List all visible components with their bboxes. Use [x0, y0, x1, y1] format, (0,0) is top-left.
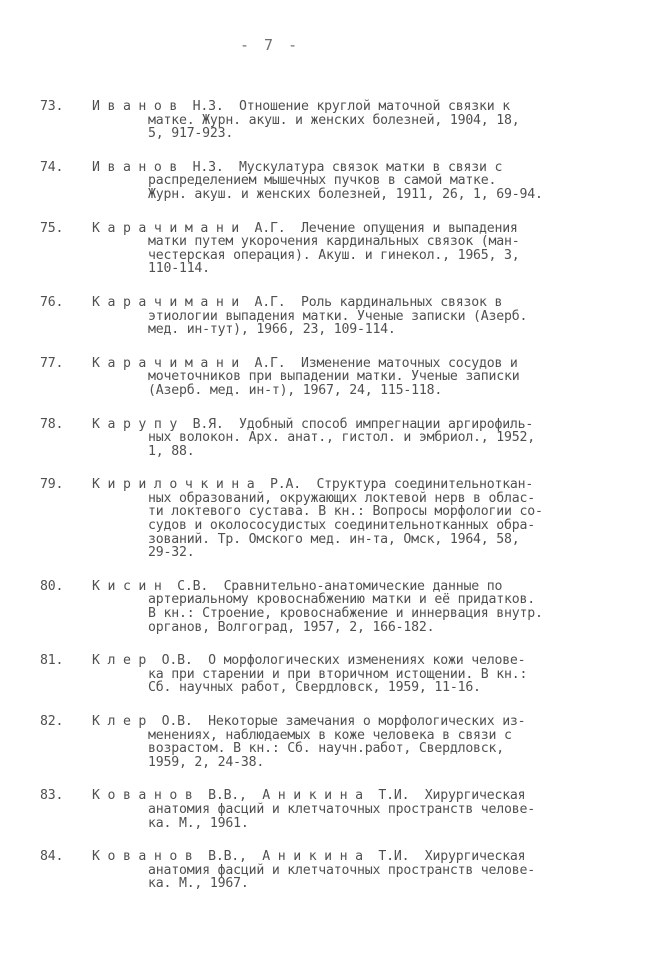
- entry-line: ка при старении и при вторичном истощении. В кн.:: [148, 666, 528, 682]
- bibliography-entry: [40, 654, 630, 695]
- bibliography-entry: [40, 478, 630, 560]
- entry-line: В кн.: Строение, кровоснабжение и иннервация внутр.: [148, 606, 543, 622]
- entry-line: анатомия фасций и клетчаточных пространств челове-: [148, 862, 535, 878]
- bibliography-entry: [40, 715, 630, 769]
- entry-line: К о в а н о в В.В., А н и к и н а Т.И. Хирургическая: [92, 788, 526, 804]
- entry-number: 77.: [40, 355, 64, 371]
- entry-line: И в а н о в Н.З. Мускулатура связок матки в связи с: [92, 159, 503, 175]
- entry-number: 73.: [40, 99, 64, 114]
- entry-line: ти локтевого сустава. В кн.: Вопросы морфологии со-: [148, 504, 543, 520]
- entry-line: органов, Волгоград, 1957, 2, 166-182.: [148, 619, 435, 635]
- bibliography-entry: [40, 222, 630, 276]
- entry-line: 1959, 2, 24-38.: [148, 754, 265, 770]
- entry-text: [92, 161, 630, 202]
- entry-line: ных образований, окружающих локтевой нерв в облас-: [148, 490, 535, 506]
- entry-line: К а р а ч и м а н и А.Г. Лечение опущения и выпадения: [92, 220, 518, 236]
- entry-text: [92, 222, 630, 276]
- bibliography-entry: [40, 296, 630, 337]
- entry-text: [92, 850, 630, 891]
- entry-line: менениях, наблюдаемых в коже человека в связи с: [148, 727, 512, 743]
- entry-line: анатомия фасций и клетчаточных пространств челове-: [148, 801, 535, 817]
- entry-line: матки путем укорочения кардинальных связок (ман-: [148, 234, 520, 250]
- entry-line: зований. Тр. Омского мед. ин-та, Омск, 1964, 58,: [148, 531, 520, 547]
- entry-line: К л е р О.В. Некоторые замечания о морфологических из-: [92, 714, 526, 729]
- entry-line: мочеточников при выпадении матки. Ученые записки: [148, 369, 520, 385]
- bibliography-entry: [40, 789, 630, 830]
- entry-text: [92, 478, 630, 560]
- entry-line: этиологии выпадения матки. Ученые записки (Азерб.: [148, 308, 528, 324]
- entry-text: [92, 654, 630, 695]
- bibliography-entry: [40, 418, 630, 459]
- entry-number: 84.: [40, 849, 64, 865]
- entry-line: 1, 88.: [148, 443, 195, 459]
- entry-line: ных волокон. Арх. анат., гистол. и эмбриол., 1952,: [148, 430, 535, 446]
- bibliography-entry: [40, 100, 630, 141]
- bibliography-list: [40, 100, 630, 911]
- entry-line: 110-114.: [148, 261, 210, 277]
- entry-number: 74.: [40, 159, 64, 175]
- entry-line: (Азерб. мед. ин-т), 1967, 24, 115-118.: [148, 382, 443, 398]
- bibliography-entry: [40, 357, 630, 398]
- entry-number: 75.: [40, 220, 64, 236]
- entry-line: 5, 917-923.: [148, 126, 234, 142]
- entry-text: [92, 418, 630, 459]
- entry-line: К и с и н С.В. Сравнительно-анатомические данные по: [92, 578, 503, 594]
- entry-number: 80.: [40, 578, 64, 594]
- entry-line: И в а н о в Н.З. Отношение круглой маточной связки к: [92, 99, 510, 114]
- entry-text: [92, 580, 630, 634]
- bibliography-entry: [40, 850, 630, 891]
- entry-line: К и р и л о ч к и н а Р.А. Структура соединительноткан-: [92, 477, 534, 493]
- entry-line: К а р у п у В.Я. Удобный способ импрегнации аргирофиль-: [92, 416, 534, 432]
- entry-line: судов и околососудистых соединительнотканных обра-: [148, 518, 535, 534]
- entry-line: мед. ин-тут), 1966, 23, 109-114.: [148, 322, 396, 338]
- entry-line: матке. Журн. акуш. и женских болезней, 1904, 18,: [148, 112, 520, 128]
- entry-number: 78.: [40, 416, 64, 432]
- page-number: - 7 -: [240, 36, 301, 54]
- entry-line: распределением мышечных пучков в самой матке.: [148, 173, 497, 189]
- entry-line: честерская операция). Акуш. и гинекол., 1965, 3,: [148, 247, 520, 263]
- entry-line: Журн. акуш. и женских болезней, 1911, 26, 1, 69-94.: [148, 186, 543, 202]
- entry-line: артериальному кровоснабжению матки и её придатков.: [148, 592, 535, 608]
- bibliography-entry: [40, 161, 630, 202]
- entry-number: 79.: [40, 477, 64, 493]
- entry-text: [92, 357, 630, 398]
- entry-line: 29-32.: [148, 545, 195, 561]
- entry-line: К л е р О.В. О морфологических изменениях кожи челове-: [92, 653, 526, 669]
- entry-number: 82.: [40, 714, 64, 729]
- entry-line: К а р а ч и м а н и А.Г. Роль кардинальных связок в: [92, 294, 503, 310]
- entry-text: [92, 100, 630, 141]
- entry-line: ка. М., 1967.: [148, 876, 249, 892]
- entry-line: Сб. научных работ, Свердловск, 1959, 11-16.: [148, 680, 481, 696]
- entry-text: [92, 715, 630, 769]
- entry-line: возрастом. В кн.: Сб. научн.работ, Свердловск,: [148, 741, 505, 757]
- entry-number: 83.: [40, 788, 64, 804]
- entry-line: К а р а ч и м а н и А.Г. Изменение маточных сосудов и: [92, 355, 518, 371]
- entry-number: 76.: [40, 294, 64, 310]
- entry-text: [92, 296, 630, 337]
- entry-line: ка. М., 1961.: [148, 815, 249, 831]
- entry-text: [92, 789, 630, 830]
- entry-line: К о в а н о в В.В., А н и к и н а Т.И. Хирургическая: [92, 849, 526, 865]
- entry-number: 81.: [40, 653, 64, 669]
- bibliography-entry: [40, 580, 630, 634]
